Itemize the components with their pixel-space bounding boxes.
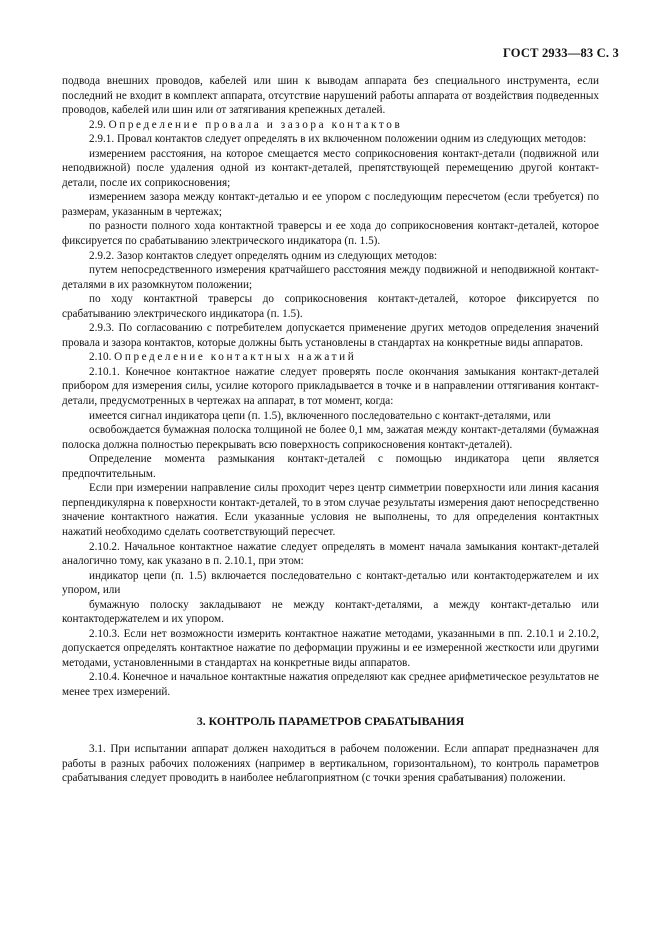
paragraph: Если при измерении направление силы проходит через центр симметрии поверхности или линия касания перпендикулярна к поверхности контакт-деталей, то в этом случае результаты измерения дают непосредственно значение контактного нажатия. Если указанные условия не выполнены, то для определения контактных нажатий необходимо сделать соответствующий пересчет.: [62, 482, 599, 538]
subsection-heading-2-10: [62, 350, 599, 365]
paragraph: измерением расстояния, на которое смещается место соприкосновения контакт-детали (подвижной или неподвижной) после удаления одной из контакт-деталей, препятствующей перемещению другой контакт-детали, после их соприкосновения;: [62, 147, 599, 189]
document-body: [62, 74, 599, 786]
paragraph: 2.9.2. Зазор контактов следует определять одним из следующих методов:: [89, 249, 438, 262]
paragraph: по ходу контактной траверсы до соприкосновения контакт-деталей, которое фиксируется по срабатыванию электрического индикатора (п. 1.5).: [62, 293, 599, 320]
paragraph: имеется сигнал индикатора цепи (п. 1.5), включенного последовательно с контакт-деталями, или: [89, 409, 551, 422]
page-header: ГОСТ 2933—83 С. 3: [502, 46, 619, 60]
section-title: 3. КОНТРОЛЬ ПАРАМЕТРОВ СРАБАТЫВАНИЯ: [196, 713, 465, 728]
paragraph: 2.10.1. Конечное контактное нажатие следует проверять после окончания замыкания контакт-деталей прибором для измерения силы, усилие которого прикладывается в точке и в направлении оттягивания контакт-детали, предусмотренных в чертежах на аппарат, в тот момент, когда:: [62, 365, 599, 408]
paragraph: Определение момента размыкания контакт-деталей с помощью индикатора цепи является предпочтительным.: [62, 453, 599, 480]
paragraph: измерением зазора между контакт-деталью и ее упором с последующим пересчетом (если требуется) по размерам, указанным в чертежах;: [62, 191, 599, 218]
paragraph: по разности полного хода контактной траверсы и ее хода до соприкосновения контакт-деталей, которое фиксируется по срабатыванию электрического индикатора (п. 1.5).: [62, 220, 599, 248]
heading-text: Определение контактных нажатий: [114, 351, 357, 364]
paragraph: 2.9.3. По согласованию с потребителем допускается применение других методов определения значений провала и зазора контактов, которые должны быть установлены в стандартах на конкретные виды аппаратов.: [62, 322, 599, 349]
paragraph: подвода внешних проводов, кабелей или шин к выводам аппарата без специального инструмента, если последний не входит в комплект аппарата, отсутствие нарушений работы аппарата от воздействия подведенных проводов, кабелей или шин или от затягивания крепежных деталей.: [62, 75, 599, 117]
paragraph: 2.9.1. Провал контактов следует определять в их включенном положении одним из следующих методов:: [89, 133, 587, 146]
paragraph: 2.10.2. Начальное контактное нажатие следует определять в момент начала замыкания контакт-деталей аналогично тому, как указано в п. 2.10.1, при этом:: [62, 540, 599, 568]
paragraph: 2.10.4. Конечное и начальное контактные нажатия определяют как среднее арифметическое результатов не менее трех измерений.: [62, 671, 599, 698]
heading-number: 2.10.: [89, 351, 112, 364]
paragraph: бумажную полоску закладывают не между контакт-деталями, а между контакт-деталью или контактодержателем и их упором.: [62, 598, 599, 626]
heading-text: Определение провала и зазора контактов: [108, 118, 403, 131]
subsection-heading-2-9: [62, 118, 599, 133]
paragraph: 2.10.3. Если нет возможности измерить контактное нажатие методами, указанными в пп. 2.10.1 и 2.10.2, допускается определять контактное нажатие по деформации пружины и ее измеренной жесткости или другими методами, установленными в стандартах на конкретные виды аппаратов.: [62, 627, 599, 669]
paragraph: освобождается бумажная полоска толщиной не более 0,1 мм, зажатая между контакт-деталями (бумажная полоска должна полностью перекрывать всю поверхность соприкосновения контакт-деталей).: [62, 424, 599, 451]
paragraph: путем непосредственного измерения кратчайшего расстояния между подвижной и неподвижной контакт-деталями в их разомкнутом положении;: [62, 264, 599, 291]
heading-number: 2.9.: [89, 118, 106, 131]
paragraph: индикатор цепи (п. 1.5) включается последовательно с контакт-деталью или контактодержателем и их упором, или: [62, 569, 599, 597]
paragraph: 3.1. При испытании аппарат должен находиться в рабочем положении. Если аппарат предназначен для работы в разных рабочих положениях (например в вертикальном, горизонтальном), то контроль параметров срабатывания следует проводить в наиболее неблагоприятном (с точки зрения срабатывания) положении.: [62, 743, 599, 785]
